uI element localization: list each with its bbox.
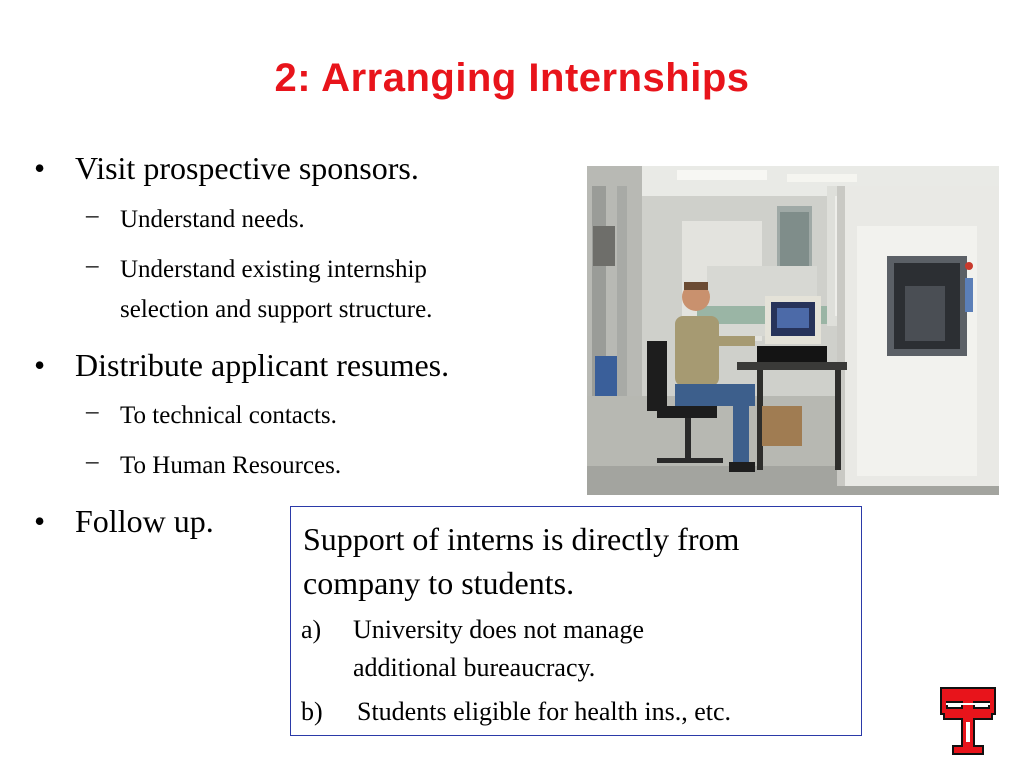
sub-bullet-understand-needs: Understand needs. <box>120 206 305 233</box>
sub-bullet-existing-structure-line2: selection and support structure. <box>120 296 433 323</box>
sub-bullet-human-resources: To Human Resources. <box>120 452 342 479</box>
bullet-marker: • <box>34 503 46 539</box>
bullet-marker: • <box>34 347 46 383</box>
lab-photo <box>587 166 999 495</box>
note-lead-line1: Support of interns is directly from <box>303 521 740 557</box>
slide-title: 2: Arranging Internships <box>274 56 750 100</box>
sub-bullet-marker: – <box>86 252 99 279</box>
sub-bullet-marker: – <box>86 398 99 425</box>
note-item-label: a) <box>301 615 322 644</box>
double-t-logo <box>940 687 996 755</box>
bullet-visit-sponsors: Visit prospective sponsors. <box>75 150 419 186</box>
sub-bullet-marker: – <box>86 202 99 229</box>
bullet-marker: • <box>34 150 46 186</box>
note-item-a-line1: University does not manage <box>353 615 644 644</box>
bullet-follow-up: Follow up. <box>75 503 214 539</box>
sub-bullet-marker: – <box>86 448 99 475</box>
note-item-a-line2: additional bureaucracy. <box>353 653 596 682</box>
sub-bullet-technical-contacts: To technical contacts. <box>120 402 337 429</box>
note-lead-line2: company to students. <box>303 565 575 601</box>
note-item-label: b) <box>301 697 323 726</box>
sub-bullet-existing-structure-line1: Understand existing internship <box>120 256 427 283</box>
bullet-distribute-resumes: Distribute applicant resumes. <box>75 347 450 383</box>
note-item-b-line1: Students eligible for health ins., etc. <box>357 697 732 726</box>
note-box <box>290 506 862 736</box>
